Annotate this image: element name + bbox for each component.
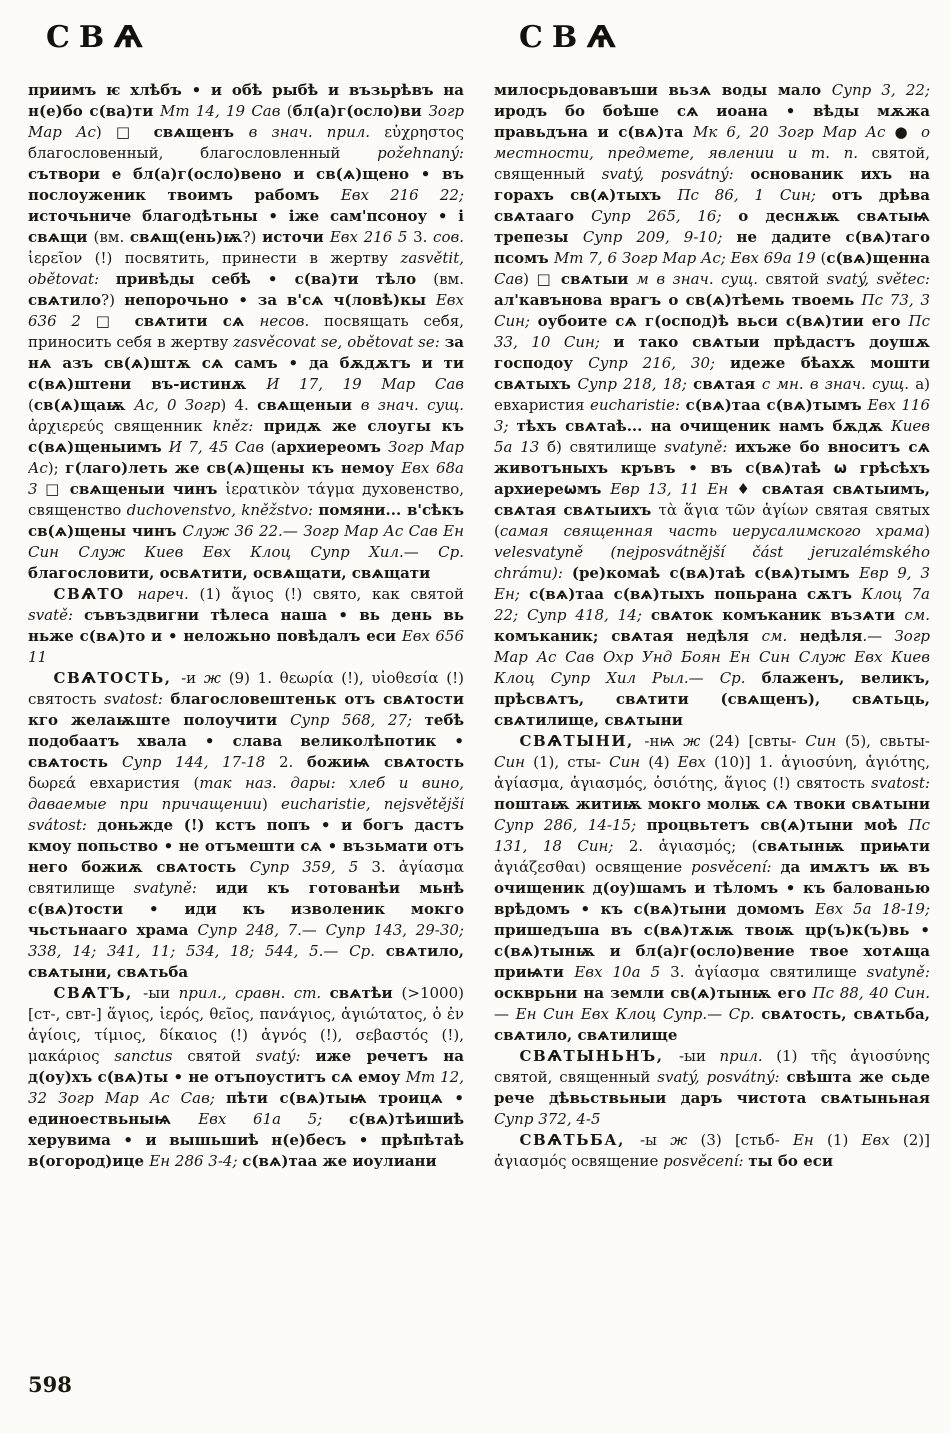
- text-run: (1) ἅγιος (!) свято, как святой: [199, 585, 464, 603]
- text-run: (2)] ἁγιασμός освящение: [494, 1131, 930, 1170]
- text-run: благословити, освѧтити, освѧщати, свѧщати: [28, 564, 431, 582]
- text-run: свѧтая свѧтыимъ, свѧтая свѧтыихъ: [494, 480, 930, 519]
- text-run: Супр 209, 9-10;: [582, 228, 737, 246]
- text-run: svatě:: [28, 606, 84, 624]
- text-run: ихъже бо вноситъ сѧ животъныхъ кръвъ • въ с(вѧ)таѣ ѡ грѣсѣхъ архиереѡмъ: [494, 438, 930, 498]
- text-run: с(вѧ)таа с(вѧ)тымъ: [685, 396, 868, 414]
- text-run: свѧтая: [693, 375, 762, 393]
- text-run: ?): [242, 228, 263, 246]
- text-run: св(ѧ)щаѭ: [33, 396, 135, 414]
- text-run: (вм.: [433, 270, 464, 288]
- text-run: Ен 286 3-4;: [149, 1152, 243, 1170]
- text-run: божиѩ свѧтость: [306, 753, 464, 771]
- text-run: за нѧ азъ св(ѧ)штѫ сѧ самъ • да бѫдѫтъ и ти с(вѧ)штени въ-истинѫ: [28, 333, 464, 393]
- text-run: Мт 7, 6 Зогр Мар Ас; Евх 69а 19: [553, 249, 821, 267]
- text-run: );: [47, 459, 66, 477]
- text-run: 3.: [413, 228, 434, 246]
- text-run: (: [270, 438, 277, 456]
- text-run: svatý, světec:: [826, 270, 930, 288]
- text-run: svatý, posvátný:: [657, 1068, 787, 1086]
- text-run: милосрьдовавъши вьзѧ воды мало: [494, 81, 832, 99]
- text-run: Евх 216 5: [329, 228, 414, 246]
- text-run: пѣти с(вѧ)тыѩ троицѧ • единоествьныѩ: [28, 1089, 464, 1128]
- text-run: požehnaný:: [377, 144, 464, 162]
- text-run: идеже бѣахѫ мошти свѧтыхъ: [494, 354, 930, 393]
- text-run: СВѦТЪ,: [53, 984, 144, 1002]
- text-run: ♦: [736, 480, 762, 498]
- text-run: приимъ ѥ хлѣбъ • и обѣ рыбѣ и възьрѣвъ на н(е)бо с(ва)ти: [28, 81, 464, 120]
- text-run: 2. ἁγιασμός; (: [628, 837, 758, 855]
- text-run: svatost:: [103, 690, 171, 708]
- text-run: ) □: [95, 123, 154, 141]
- text-run: СВѦТОСТЬ,: [53, 669, 182, 687]
- text-run: свѣшта же сьде рече дѣвьствьныи даръ чистота свѧтыньная: [494, 1068, 930, 1107]
- text-run: И 7, 45 Сав: [168, 438, 271, 456]
- text-run: ): [924, 522, 930, 540]
- text-run: благословештеньк отъ свѧтости кго желаѭште полоучити: [28, 690, 464, 729]
- text-run: Супр 144, 17-18: [122, 753, 279, 771]
- text-run: прил., сравн. ст.: [178, 984, 330, 1002]
- text-run: Супр 216, 30;: [588, 354, 730, 372]
- text-run: duchovenstvo, kněžstvo:: [126, 501, 319, 519]
- text-run: Зогр Мар Ас: [28, 102, 464, 141]
- text-run: posvěcení:: [663, 1152, 749, 1170]
- text-run: ) 4.: [220, 396, 258, 414]
- dictionary-paragraph: [28, 584, 464, 668]
- text-run: святой: [187, 1047, 256, 1065]
- text-run: комъканик; свѧтая недѣля: [494, 627, 762, 645]
- text-run: ἀρχιερεύς священник: [28, 417, 213, 435]
- text-run: (>1000) [ст-, свт-] ἅγιος, ἱερός, θεῖος, πανάγιος, ἁγιώτατος, ὁ ἐν ἁγίοις, τίμιος, δίκαιος (!) ἁγνός (!), σεβαστός (!), μακάριος: [28, 984, 464, 1065]
- text-run: оубоите сѧ г(оспод)ѣ вьси с(вѧ)тии его: [537, 312, 909, 330]
- text-run: Супр 286, 14-15;: [494, 816, 647, 834]
- text-run: -нѩ: [644, 732, 684, 750]
- text-run: а) евхаристия: [494, 375, 930, 414]
- text-run: Пс 88, 40 Син.— Ен Син Евх Клоц Супр.— Ср.: [494, 984, 930, 1023]
- text-run: Супр 265, 16;: [591, 207, 739, 225]
- text-run: см.: [904, 606, 930, 624]
- text-run: Клоц 7а 22; Супр 418, 14;: [494, 585, 930, 624]
- text-run: не дадите с(вѧ)таго псомъ: [494, 228, 930, 267]
- text-run: свѧтити сѧ: [134, 312, 260, 330]
- text-run: δωρεά евхаристия (: [28, 774, 200, 792]
- text-run: ἁγιάζεσθαι) освящение: [494, 858, 692, 876]
- text-run: Пс 73, 3 Син;: [494, 291, 930, 330]
- text-run: свѧщ(ень)ѭ: [129, 228, 243, 246]
- text-run: Евх 61а 5;: [198, 1110, 350, 1128]
- text-run: в знач. прил.: [248, 123, 385, 141]
- text-run: придѫ же слоугы къ с(вѧ)щеныимъ: [28, 417, 464, 456]
- text-run: Евх 10а 5: [574, 963, 671, 981]
- text-run: источьниче благодѣтьны • іже сам'псоноу • і свѧщи: [28, 207, 464, 246]
- text-run: так наз. дары: хлеб и вино, даваемые при причащении: [28, 774, 464, 813]
- text-run: с(вѧ)таа же иоулиани: [242, 1152, 437, 1170]
- text-run: Пс 86, 1 Син;: [677, 186, 832, 204]
- text-run: свѧтость, свѧтьба, свѧтило, свѧтилище: [494, 1005, 930, 1044]
- text-run: Пс 131, 18 Син;: [494, 816, 930, 855]
- text-run: (ре)комаѣ с(вѧ)таѣ с(вѧ)тымъ: [571, 564, 860, 582]
- text-run: привѣды себѣ • с(ва)ти тѣло: [115, 270, 434, 288]
- text-run: блаженъ, великъ, прѣсвѧтъ, свѧтити (свѧщенъ), свѧтьць, свѧтилище, свѧтыни: [494, 669, 930, 729]
- text-run: источи: [262, 228, 330, 246]
- text-run: (24) [свты-: [708, 732, 806, 750]
- text-run: Евх: [677, 753, 714, 771]
- text-run: Киев 5а 13: [494, 417, 930, 456]
- text-run: иди къ готованѣи мьнѣ с(вѧ)тости • иди къ изволеник мокго чьстьнааго храма: [28, 879, 464, 939]
- text-run: съвъздвигни тѣлеса наша • вь день вь ньже с(вѧ)то и • неложьно повѣдалъ еси: [28, 606, 464, 645]
- dictionary-paragraph: [494, 731, 930, 1046]
- text-run: да имѫтъ ѭ въ очищеник д(оу)шамъ и тѣломъ • къ балованью врѣдомъ • къ с(вѧ)тыни домомъ: [494, 858, 930, 918]
- text-run: ●: [894, 123, 921, 141]
- text-run: СВѦТО: [53, 585, 138, 603]
- text-run: тебѣ подобаатъ хвала • слава великолѣпотик • свѧтость: [28, 711, 464, 771]
- text-run: процвьтетъ св(ѧ)тыни моѣ: [646, 816, 909, 834]
- text-run: Син: [609, 753, 649, 771]
- text-run: Супр 248, 7.— Супр 143, 29-30; 338, 14; 341, 11; 534, 18; 544, 5.— Ср.: [28, 921, 464, 960]
- text-run: архиереомъ: [276, 438, 388, 456]
- text-run: свѧтѣи: [329, 984, 402, 1002]
- text-run: (: [28, 396, 34, 414]
- text-run: свѧщеныи чинъ: [69, 480, 226, 498]
- text-run: ж: [683, 732, 709, 750]
- text-run: Мт 14, 19 Сав: [160, 102, 287, 120]
- text-run: Супр 372, 4-5: [494, 1110, 601, 1128]
- text-run: и тако свѧтыи прѣдастъ доушѫ господоу: [494, 333, 930, 372]
- text-run: Евх 68а 3: [28, 459, 464, 498]
- text-run: иродъ бо боѣше сѧ иоана • вѣды мѫжа правьдъна и с(вѧ)та: [494, 102, 930, 141]
- text-run: -ыи: [143, 984, 179, 1002]
- text-run: сов.: [433, 228, 464, 246]
- text-run: zasvěcovat se, obětovat se:: [233, 333, 445, 351]
- text-run: основаник ихъ на горахъ св(ѧ)тыхъ: [494, 165, 930, 204]
- text-run: Супр 3, 22;: [831, 81, 930, 99]
- text-run: о местности, предмете, явлении и т. п.: [494, 123, 930, 162]
- text-run: τὰ ἅγια τῶν ἁγίων святая святых (: [494, 501, 930, 540]
- dictionary-paragraph: [494, 1130, 930, 1172]
- text-run: Супр 568, 27;: [290, 711, 425, 729]
- text-run: Мк 6, 20 Зогр Мар Ас: [693, 123, 895, 141]
- text-columns: [28, 80, 931, 1376]
- text-run: тѣхъ свѧтаѣ... на очищеник намъ бѫдѫ: [516, 417, 892, 435]
- text-run: в знач. сущ.: [360, 396, 464, 414]
- text-run: отъ дрѣва свѧтааго: [494, 186, 930, 225]
- text-run: сътвори е бл(а)г(осло)вено и св(ѧ)щено • въ послоуженик твоимъ рабомъ: [28, 165, 464, 204]
- text-run: Евх 656 11: [28, 627, 464, 666]
- text-run: Евх 116 3;: [494, 396, 930, 435]
- text-run: бл(а)г(осло)ви: [292, 102, 429, 120]
- dictionary-paragraph: [28, 80, 464, 584]
- text-run: свѧтыи: [560, 270, 637, 288]
- text-run: самая священная часть иерусалимского храма: [499, 522, 925, 540]
- text-run: Зогр Мар Ас: [28, 438, 464, 477]
- text-run: (: [286, 102, 293, 120]
- text-run: СВѦТЬБА,: [519, 1131, 640, 1149]
- text-run: -ыи: [678, 1047, 720, 1065]
- text-run: (3) [стьб-: [700, 1131, 793, 1149]
- text-run: Евх 5а 18-19;: [814, 900, 930, 918]
- text-run: (4): [648, 753, 678, 771]
- text-run: с мн. в знач. сущ.: [761, 375, 916, 393]
- text-run: -ы: [639, 1131, 671, 1149]
- text-run: святой: [765, 270, 827, 288]
- text-run: (1), сты-: [533, 753, 610, 771]
- text-run: svatý, posvátný:: [601, 165, 751, 183]
- dictionary-paragraph: [494, 80, 930, 731]
- text-run: Евх: [861, 1131, 903, 1149]
- text-run: 3. ἁγίασμα святилище: [670, 963, 867, 981]
- text-run: eucharistie, nejsvětější svátost:: [28, 795, 464, 834]
- text-column-right: [494, 80, 930, 1376]
- text-run: оскврьни на земли св(ѧ)тынѭ его: [494, 984, 813, 1002]
- text-run: Ен: [792, 1131, 828, 1149]
- text-run: (1) τῆς ἁγιοσύνης святой, священный: [494, 1047, 930, 1086]
- text-run: svatyně:: [664, 438, 736, 456]
- text-run: иже речетъ на д(оу)хъ с(вѧ)ты • не отъпоуститъ сѧ емоу: [28, 1047, 464, 1086]
- text-run: пришедъша въ с(вѧ)тѫѭ твоѭ цр(ъ)к(ъ)вь • с(вѧ)тынѭ и бл(а)г(осло)вение твое хотѧща приѩти: [494, 921, 930, 981]
- text-run: см.: [761, 627, 800, 645]
- text-run: ал'кавънова врагъ о св(ѧ)тѣемь твоемь: [494, 291, 862, 309]
- text-run: (10)] 1. ἁγιοσύνη, ἁγιότης, ἁγίασμα, ἁγιασμός, ὁσιότης, ἅγιος (!) святость: [494, 753, 930, 792]
- text-run: Супр 218, 18;: [577, 375, 694, 393]
- text-run: svatyně:: [866, 963, 930, 981]
- text-run: прил.: [719, 1047, 777, 1065]
- text-run: м в знач. сущ.: [636, 270, 766, 288]
- text-run: свѧтынѭ приѩти: [757, 837, 930, 855]
- text-run: доньжде (!) кстъ попъ • и богъ дастъ кмоу попьство • не отъмешти сѧ • възьмати отъ него божиѫ свѧтость: [28, 816, 464, 876]
- text-run: недѣля: [799, 627, 863, 645]
- text-run: eucharistie:: [590, 396, 686, 414]
- text-run: Син: [805, 732, 845, 750]
- running-head-right: СВѦ: [519, 20, 625, 55]
- text-run: (вм.: [93, 228, 130, 246]
- text-run: свѧщеныи: [257, 396, 361, 414]
- text-run: Супр 359, 5: [249, 858, 372, 876]
- text-run: г(лаго)леть же св(ѧ)щены къ немоу: [65, 459, 402, 477]
- text-run: с(вѧ)тѣишиѣ херувима • и вышьшиѣ н(е)бесъ • прѣпѣтаѣ в(огород)ице: [28, 1110, 464, 1170]
- text-run: svatost:: [871, 774, 930, 792]
- text-run: (: [820, 249, 827, 267]
- text-run: с(вѧ)таа с(вѧ)тыхъ попьрана сѫтъ: [529, 585, 862, 603]
- text-run: Служ 36 22.— Зогр Мар Ас Сав Ен Син Служ Киев Евх Клоц Супр Хил.— Ср.: [28, 522, 464, 561]
- dictionary-paragraph: [494, 1046, 930, 1130]
- text-column-left: [28, 80, 464, 1376]
- text-run: свѧток комъканик възѧти: [650, 606, 905, 624]
- text-run: Евр 13, 11 Ен: [610, 480, 737, 498]
- text-run: б) святилище: [546, 438, 665, 456]
- text-run: □: [95, 312, 135, 330]
- text-run: εὐχρηστος благословенный, благословленный: [28, 123, 464, 162]
- text-run: свѧщенъ: [153, 123, 249, 141]
- text-run: Евр 9, 3 Ен;: [494, 564, 930, 603]
- text-run: ж: [670, 1131, 701, 1149]
- text-run: zasvětit, obětovat:: [28, 249, 464, 288]
- text-run: ты бо еси: [748, 1152, 833, 1170]
- text-run: ἱερεῖον (!) посвятить, принести в жертву: [28, 249, 401, 267]
- text-run: -и: [181, 669, 204, 687]
- text-run: несов.: [259, 312, 324, 330]
- dictionary-paragraph: [28, 983, 464, 1172]
- text-run: СВѦТЫНИ,: [519, 732, 645, 750]
- text-run: с(вѧ)щенна: [826, 249, 930, 267]
- text-run: svatyně:: [133, 879, 216, 897]
- text-run: И 17, 19 Мар Сав: [266, 375, 464, 393]
- text-run: □: [45, 480, 70, 498]
- text-run: sanctus: [114, 1047, 188, 1065]
- text-run: Евх 216 22;: [340, 186, 464, 204]
- text-run: непорочьно • за в'сѧ ч(ловѣ)кы: [124, 291, 436, 309]
- text-run: .— Зогр Мар Ас Сав Охр Унд Боян Ен Син Служ Евх Киев Клоц Супр Хил Рыл.— Ср.: [494, 627, 930, 687]
- text-run: (1): [827, 1131, 862, 1149]
- text-run: 3. ἁγίασμα святилище: [28, 858, 464, 897]
- text-run: posvěcení:: [691, 858, 781, 876]
- text-run: помяни... в'сѣкъ св(ѧ)щены чинъ: [28, 501, 464, 540]
- text-run: свѧтило, свѧтыни, свѧтьба: [28, 942, 464, 981]
- text-run: святой, священный: [494, 144, 930, 183]
- text-run: нареч.: [137, 585, 200, 603]
- text-run: velesvatyně (nejposvátnější část jeruzalémského chrámu):: [494, 543, 930, 582]
- text-run: kněz:: [212, 417, 264, 435]
- text-run: Син: [494, 753, 534, 771]
- text-run: Евх 636 2: [28, 291, 464, 330]
- text-run: 2.: [278, 753, 307, 771]
- page-number: 598: [28, 1372, 72, 1397]
- text-run: свѧтило: [28, 291, 102, 309]
- text-run: Пс 33, 10 Син;: [494, 312, 930, 351]
- text-run: Сав: [494, 270, 524, 288]
- text-run: (9) 1. θεωρία (!), υἱοθεσία (!) святость: [28, 669, 464, 708]
- text-run: ж: [203, 669, 229, 687]
- text-run: СВѦТЫНЬНЪ,: [519, 1047, 679, 1065]
- dictionary-paragraph: [28, 668, 464, 983]
- text-run: Ас, 0 Зогр: [134, 396, 221, 414]
- text-run: svatý:: [255, 1047, 316, 1065]
- text-run: о деснѫѭ свѧтыѩ трепезы: [494, 207, 930, 246]
- text-run: Мт 12, 32 Зогр Мар Ас Сав;: [28, 1068, 464, 1107]
- text-run: ): [261, 795, 281, 813]
- text-run: ἱερατικὸν τάγμα духовенство, священство: [28, 480, 464, 519]
- text-run: (5), свьты-: [844, 732, 930, 750]
- text-run: ?): [101, 291, 125, 309]
- text-run: поштаѭ житиѭ мокго молѭ сѧ твоки свѧтыни: [494, 795, 930, 813]
- text-run: посвящать себя, приносить себя в жертву: [28, 312, 464, 351]
- running-head-left: СВѦ: [46, 20, 152, 55]
- text-run: ) □: [523, 270, 561, 288]
